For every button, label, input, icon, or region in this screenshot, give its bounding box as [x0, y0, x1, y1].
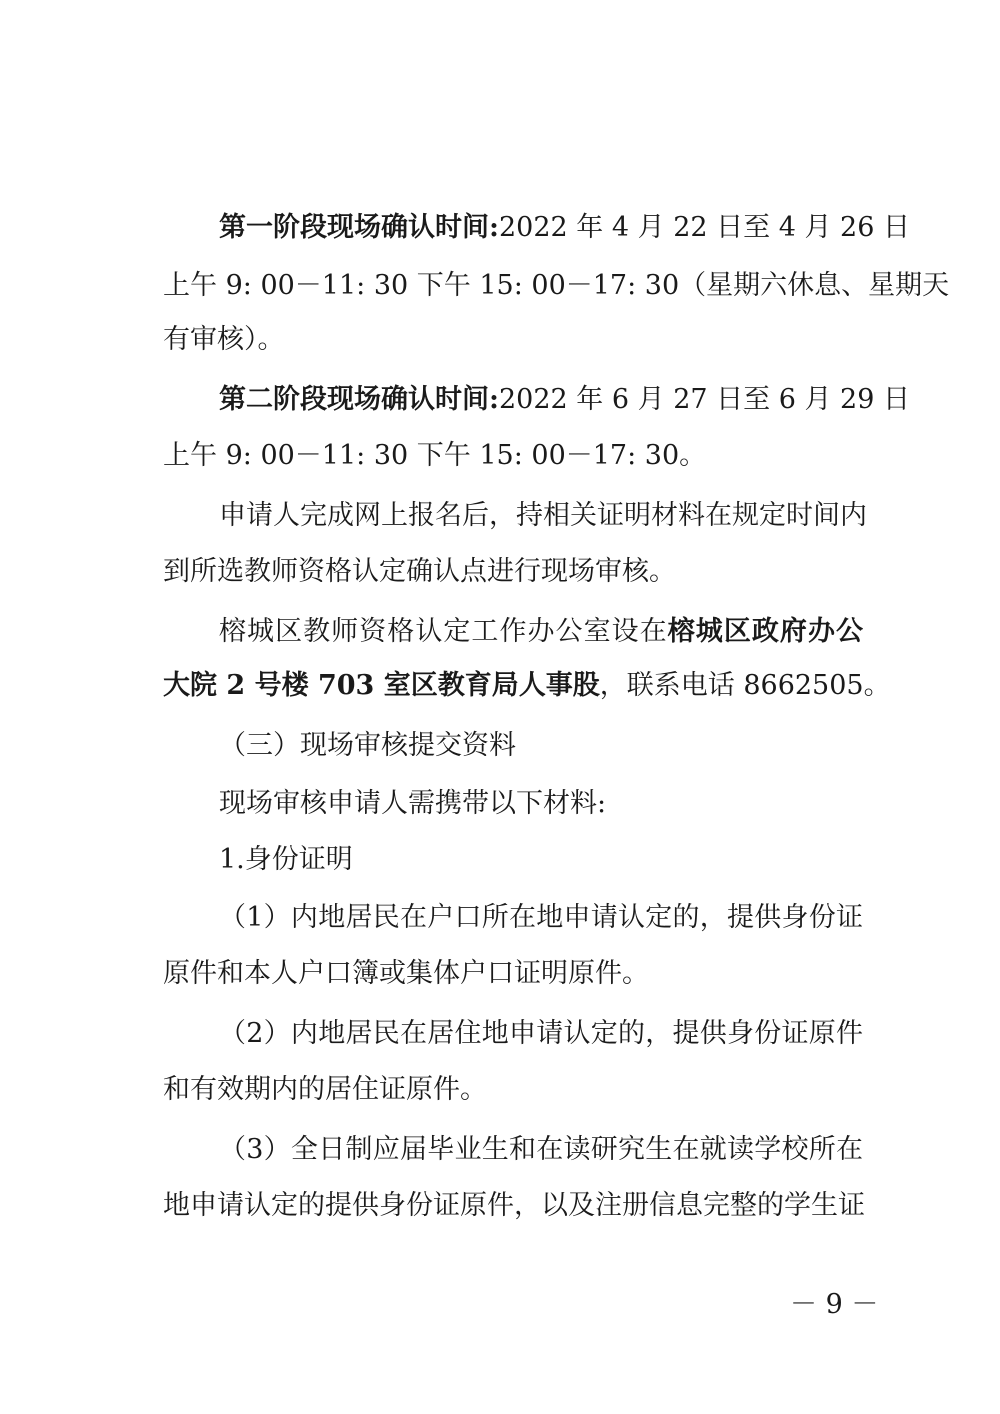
phase1-label: 第一阶段现场确认时间: — [219, 212, 499, 243]
office-intro: 榕城区教师资格认定工作办公室设在 — [219, 616, 668, 647]
materials-intro: 现场审核申请人需携带以下材料: — [219, 788, 607, 819]
phase2-dates: 2022 年 6 月 27 日至 6 月 29 日 — [498, 384, 910, 415]
phase2-label: 第二阶段现场确认时间: — [219, 384, 499, 415]
clause3-line-2: 地申请认定的提供身份证原件，以及注册信息完整的学生证 — [163, 1190, 865, 1221]
applicant-line-2: 到所选教师资格认定确认点进行现场审核。 — [163, 556, 676, 587]
phase1-line-2: 上午 9: 00－11: 30 下午 15: 00－17: 30（星期六休息、星期天 — [163, 270, 950, 301]
phase1-line-1 — [219, 208, 910, 248]
phase1-line-3: 有审核）。 — [163, 324, 285, 355]
section-heading: （三）现场审核提交资料 — [219, 730, 516, 761]
applicant-line-1: 申请人完成网上报名后，持相关证明材料在规定时间内 — [219, 500, 867, 531]
clause2-line-1: （2）内地居民在居住地申请认定的，提供身份证原件 — [219, 1018, 863, 1049]
clause1-line-1: （1）内地居民在户口所在地申请认定的，提供身份证 — [219, 902, 863, 933]
office-phone: ，联系电话 8662505。 — [599, 670, 891, 701]
office-line-1 — [219, 612, 863, 652]
page-number: － 9 － — [790, 1289, 879, 1320]
clause3-line-1: （3）全日制应届毕业生和在读研究生在就读学校所在 — [219, 1134, 863, 1165]
phase2-line-2: 上午 9: 00－11: 30 下午 15: 00－17: 30。 — [163, 440, 707, 471]
phase2-line-1 — [219, 380, 910, 420]
office-line-2 — [163, 666, 891, 706]
item-identity-proof: 1.身份证明 — [219, 844, 353, 875]
office-location-part1: 榕城区政府办公 — [667, 616, 864, 647]
phase1-dates: 2022 年 4 月 22 日至 4 月 26 日 — [498, 212, 910, 243]
clause1-line-2: 原件和本人户口簿或集体户口证明原件。 — [163, 958, 649, 989]
clause2-line-2: 和有效期内的居住证原件。 — [163, 1074, 487, 1105]
office-location-part2: 大院 2 号楼 703 室区教育局人事股 — [163, 670, 600, 701]
